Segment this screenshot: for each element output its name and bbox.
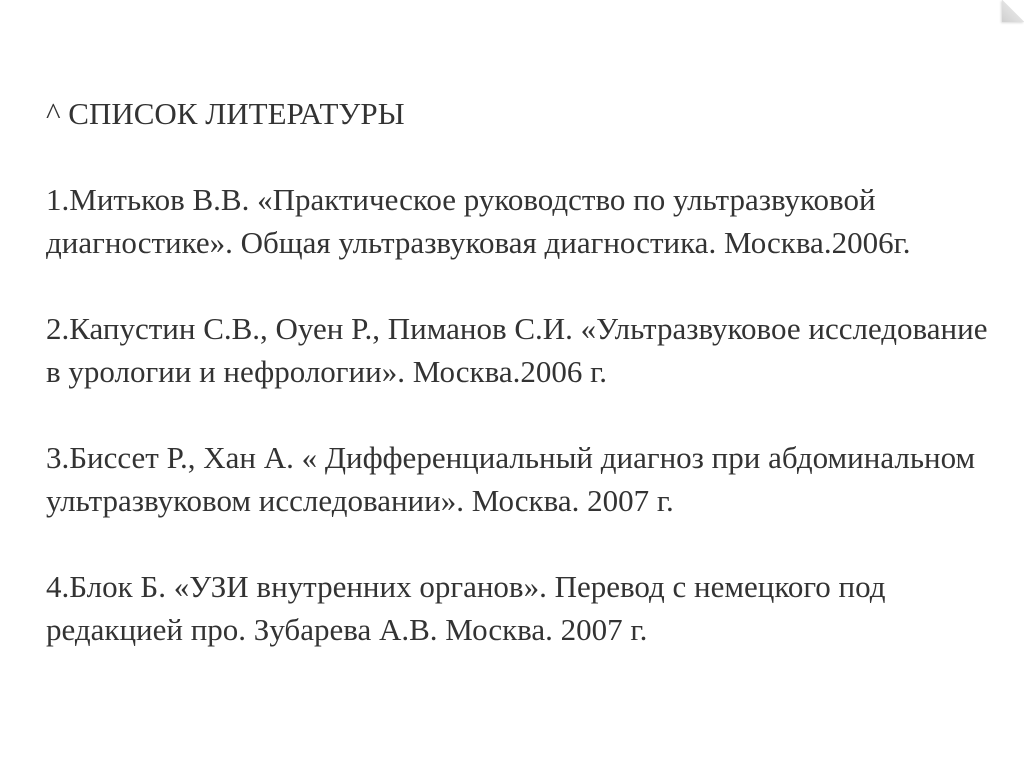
reference-item-3: 3.Биссет Р., Хан А. « Дифференциальный диагноз при абдоминальном ультразвуковом исследовании». Москва. 2007 г. [46,440,976,518]
page-fold-corner [1002,0,1024,22]
reference-item-2: 2.Капустин С.В., Оуен Р., Пиманов С.И. «Ультразвуковое исследование в урологии и нефрологии». Москва.2006 г. [46,311,988,389]
reference-item-1: 1.Митьков В.В. «Практическое руководство по ультразвуковой диагностике». Общая ультразвуковая диагностика. Москва.2006г. [46,182,911,260]
reference-heading: ^ СПИСОК ЛИТЕРАТУРЫ [46,96,405,131]
reference-item-4: 4.Блок Б. «УЗИ внутренних органов». Перевод с немецкого под редакцией про. Зубарева А.В. Москва. 2007 г. [46,569,886,647]
reference-list [46,92,996,651]
